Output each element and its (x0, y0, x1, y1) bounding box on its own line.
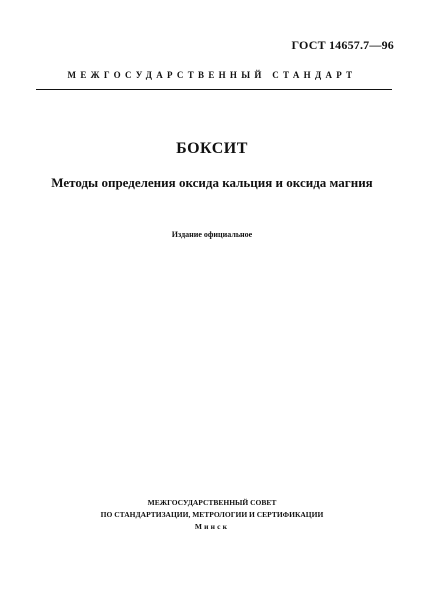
edition-note: Издание официальное (171, 230, 253, 239)
header-divider (36, 89, 392, 90)
publisher-line-2: ПО СТАНДАРТИЗАЦИИ, МЕТРОЛОГИИ И СЕРТИФИКАЦИИ (100, 510, 324, 519)
publisher-block (0, 497, 424, 533)
standard-number: ГОСТ 14657.7—96 (291, 38, 394, 52)
series-heading: МЕЖГОСУДАРСТВЕННЫЙ СТАНДАРТ (67, 70, 357, 80)
publisher-line-1: МЕЖГОСУДАРСТВЕННЫЙ СОВЕТ (147, 498, 277, 507)
publisher-city: Минск (194, 522, 230, 531)
document-title: БОКСИТ (176, 140, 248, 157)
document-subtitle: Методы определения оксида кальция и оксида магния (51, 175, 373, 190)
